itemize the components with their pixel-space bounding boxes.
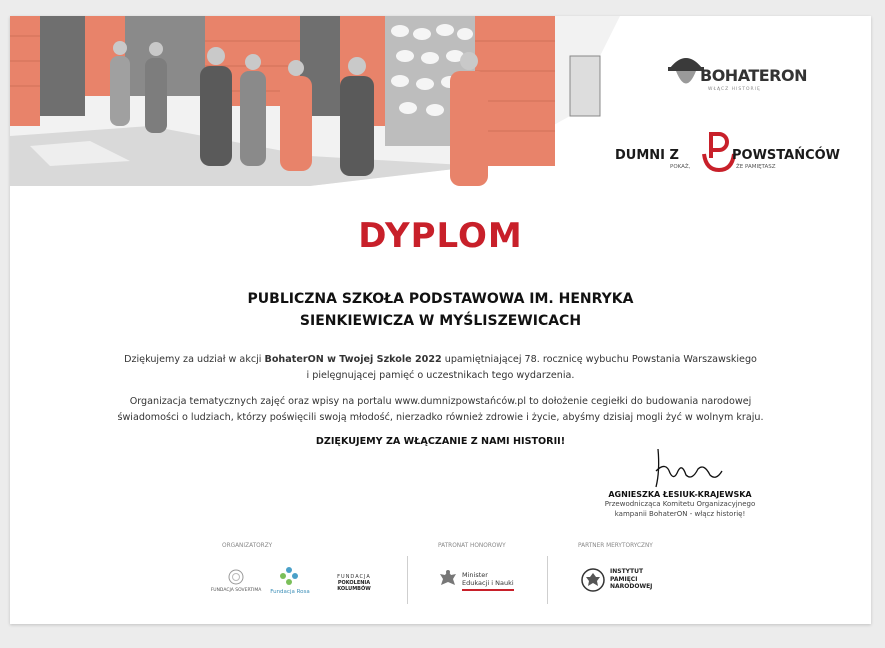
ipn-emblem-icon xyxy=(580,567,606,593)
portal-paragraph xyxy=(10,394,871,425)
signatory-role: Przewodnicząca Komitetu Organizacyjnego kampanii BohaterON - włącz historię! xyxy=(604,500,756,518)
dumni-z-powstancow-logo xyxy=(610,128,850,184)
dumni-sub-right: ŻE PAMIĘTASZ xyxy=(736,164,776,170)
diploma-title: DYPLOM xyxy=(358,216,523,256)
polish-eagle-icon xyxy=(438,569,458,591)
org1-label: FUNDACJA SOVERTIMA xyxy=(210,588,262,593)
portal-paragraph-line1: Organizacja tematycznych zajęć oraz wpisy na portalu www.dumnizpowstańców.pl to dołożenie cegiełki do budowania narodowej xyxy=(129,396,752,407)
portal-paragraph-line2: świadomości o ludziach, którzy poświęcili swoją młodość, nierzadko również zdrowie i życie, abyśmy dzisiaj mogli żyć w wolnym kraju. xyxy=(117,411,764,423)
organizers-heading: ORGANIZATORZY xyxy=(222,543,273,549)
thanks-paragraph-line2: i pielęgnującej pamięć o uczestnikach tego wydarzenia. xyxy=(306,369,575,381)
thanks-paragraph-line1: Dziękujemy za udział w akcji BohaterON w Twojej Szkole 2022 upamiętniającej 78. rocznicę wybuchu Powstania Warszawskiego xyxy=(124,354,757,365)
dumni-wordmark: DUMNI Z xyxy=(615,148,679,163)
school-name-line1: PUBLICZNA SZKOŁA PODSTAWOWA IM. HENRYKA xyxy=(247,291,634,307)
signatory-name: AGNIESZKA ŁESIUK-KRAJEWSKA xyxy=(608,490,752,499)
footer-divider-1 xyxy=(407,556,408,604)
school-name xyxy=(10,288,871,332)
closing-thanks: DZIĘKUJEMY ZA WŁĄCZANIE Z NAMI HISTORII! xyxy=(315,436,566,447)
thanks-paragraph xyxy=(10,352,871,383)
bohateron-tagline: WŁĄCZ HISTORIĘ xyxy=(708,87,761,92)
rosa-flower-icon xyxy=(278,566,300,586)
diploma-page xyxy=(10,16,871,624)
bohateron-logo xyxy=(660,44,810,104)
ipn-label: INSTYTUT PAMIĘCI NARODOWEJ xyxy=(610,568,653,590)
ministry-flag-stripe xyxy=(462,589,514,591)
pokolenia-kolumbow-logo: FUNDACJA POKOLENIA KOLUMBÓW xyxy=(337,574,371,592)
bohateron-wordmark: BOHATERON xyxy=(700,66,807,85)
dumni-sub-left: POKAŻ, xyxy=(670,164,691,170)
campaign-name: BohaterON w Twojej Szkole 2022 xyxy=(264,354,442,365)
footer-divider-2 xyxy=(547,556,548,604)
partner-heading: PARTNER MERYTORYCZNY xyxy=(578,543,653,549)
anchor-symbol-icon xyxy=(702,130,736,174)
ministry-label: Minister Edukacji i Nauki xyxy=(462,571,514,587)
org2-label: Fundacja Rosa xyxy=(270,589,310,595)
handwritten-signature xyxy=(618,441,748,491)
uprising-illustration xyxy=(10,16,620,186)
patronage-heading: PATRONAT HONOROWY xyxy=(438,543,506,549)
sovertima-logo-icon xyxy=(226,568,246,586)
school-name-line2: SIENKIEWICZA W MYŚLISZEWICACH xyxy=(299,313,582,329)
powstancow-wordmark: POWSTAŃCÓW xyxy=(732,148,841,163)
